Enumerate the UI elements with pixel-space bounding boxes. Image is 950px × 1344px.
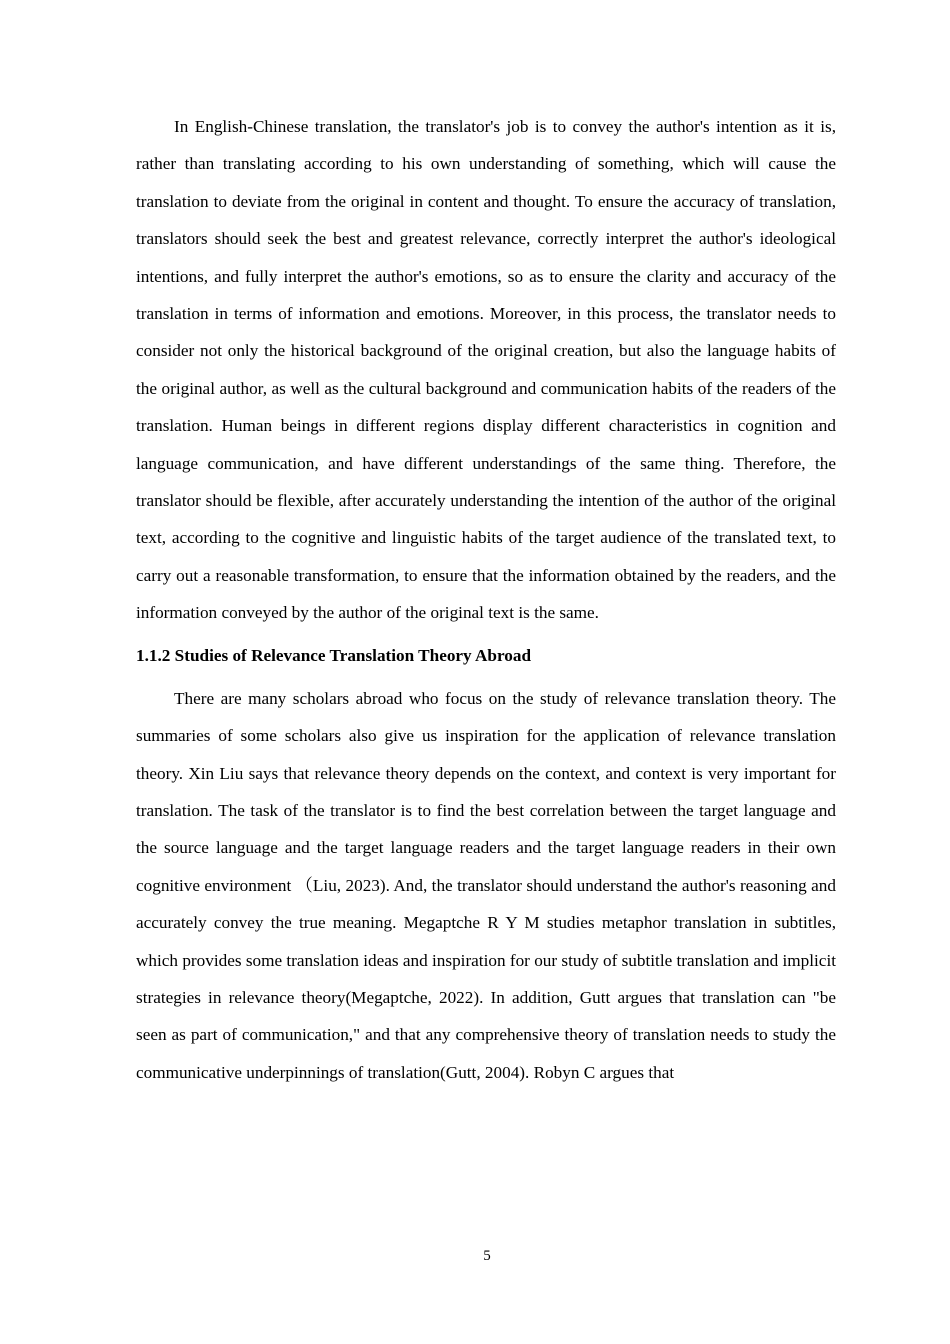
- page-body: [136, 108, 836, 1091]
- section-heading: 1.1.2 Studies of Relevance Translation Theory Abroad: [136, 645, 532, 665]
- page-number: 5: [483, 1248, 491, 1264]
- body-paragraph-translator-intention: In English-Chinese translation, the translator's job is to convey the author's intention as it is, rather than translating according to his own understanding of something, which will cause the translation to deviate from the original in content and thought. To ensure the accuracy of translation, translators should seek the best and greatest relevance, correctly interpret the author's ideological intentions, and fully interpret the author's emotions, so as to ensure the clarity and accuracy of the translation in terms of information and emotions. Moreover, in this process, the translator needs to consider not only the historical background of the original creation, but also the language habits of the original author, as well as the cultural background and communication habits of the readers of the translation. Human beings in different regions display different characteristics in cognition and language communication, and have different understandings of the same thing. Therefore, the translator should be flexible, after accurately understanding the intention of the author of the original text, according to the cognitive and linguistic habits of the target audience of the translated text, to carry out a reasonable transformation, to ensure that the information obtained by the readers, and the information conveyed by the author of the original text is the same.: [136, 117, 836, 623]
- body-paragraph-studies-abroad: There are many scholars abroad who focus on the study of relevance translation theory. The summaries of some scholars also give us inspiration for the application of relevance translation theory. Xin Liu says that relevance theory depends on the context, and context is very important for translation. The task of the translator is to find the best correlation between the target language and the source language and the target language readers and the target language readers in their own cognitive environment （Liu, 2023). And, the translator should understand the author's reasoning and accurately convey the true meaning. Megaptche R Y M studies metaphor translation in subtitles, which provides some translation ideas and inspiration for our study of subtitle translation and implicit strategies in relevance theory(Megaptche, 2022). In addition, Gutt argues that translation can "be seen as part of communication," and that any comprehensive theory of translation needs to study the communicative underpinnings of translation(Gutt, 2004). Robyn C argues that: [136, 688, 836, 1082]
